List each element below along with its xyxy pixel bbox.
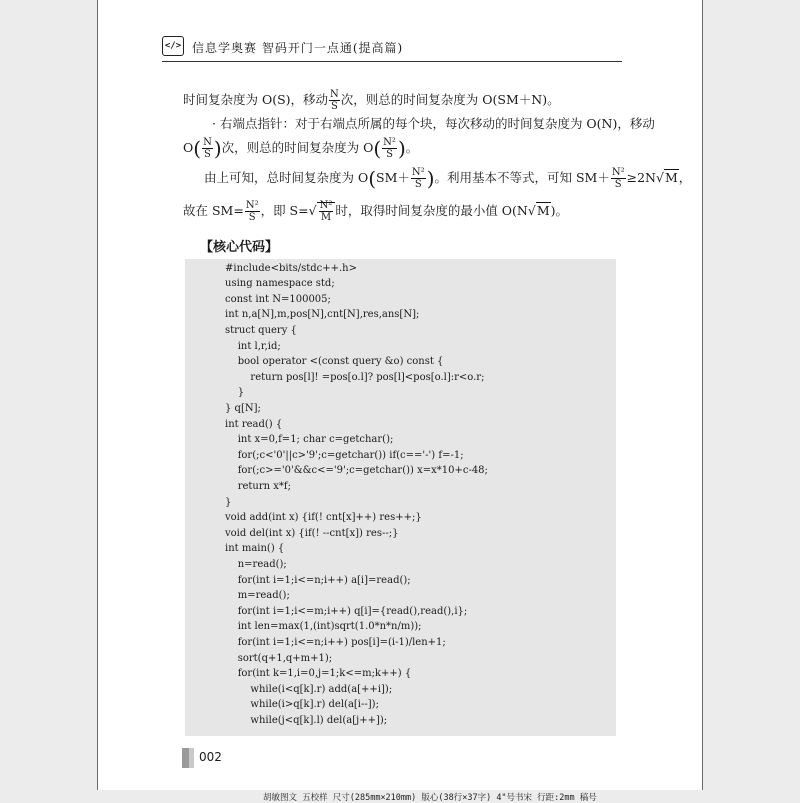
text: 次，则总的时间复杂度为 O(SM＋N)。 xyxy=(340,92,560,107)
paragraph-1 xyxy=(183,89,560,112)
code-line: int len=max(1,(int)sqrt(1.0*n*n/m)); xyxy=(225,621,422,632)
code-line: struct query { xyxy=(225,325,297,336)
code-line: return x*f; xyxy=(225,481,291,492)
code-line: while(i>q[k].r) del(a[i--]); xyxy=(225,699,379,710)
section-title: 【核心代码】 xyxy=(200,240,279,255)
code-line: for(int i=1;i<=m;i++) q[i]={read(),read(),i}; xyxy=(225,606,468,617)
code-line: for(int k=1,i=0,j=1;k<=m;k++) { xyxy=(225,668,412,679)
code-line: while(i<q[k].r) add(a[++i]); xyxy=(225,684,393,695)
code-line: int l,r,id; xyxy=(225,341,281,352)
header-rule xyxy=(162,61,622,62)
code-line: } xyxy=(225,387,245,398)
paragraph-3: 由上可知，总时间复杂度为 O(SM＋ $\frac{\text{N²}}{S}$ )。利用基本不等式，可知 SM＋ $\frac{\text{N²}}{S}$ ≥2N√M， xyxy=(204,166,692,191)
code-line: bool operator <(const query &o) const { xyxy=(225,356,444,367)
page-number: 002 xyxy=(199,750,222,764)
paragraph-2-line1: · 右端点指针：对于右端点所属的每个块，每次移动的时间复杂度为 O(N)，移动 xyxy=(212,116,655,131)
running-header xyxy=(162,36,622,60)
code-line: int read() { xyxy=(225,419,283,430)
code-line: for(;c<'0'||c>'9';c=getchar()) if(c=='-') f=-1; xyxy=(225,450,464,461)
code-line: while(j<q[k].l) del(a[j++]); xyxy=(225,715,388,726)
code-line: m=read(); xyxy=(225,590,290,601)
code-line: sort(q+1,q+m+1); xyxy=(225,653,333,664)
code-line: } xyxy=(225,497,232,508)
code-line: #include<bits/stdc++.h> xyxy=(225,263,357,274)
code-line: return pos[l]! =pos[o.l]? pos[l]<pos[o.l]:r<o.r; xyxy=(225,372,485,383)
code-line: const int N=100005; xyxy=(225,294,331,305)
code-line: void del(int x) {if(! --cnt[x]) res--;} xyxy=(225,528,399,539)
code-icon: </> xyxy=(162,36,184,56)
code-line: int x=0,f=1; char c=getchar(); xyxy=(225,434,394,445)
code-line: for(;c>='0'&&c<='9';c=getchar()) x=x*10+c-48; xyxy=(225,465,488,476)
code-block xyxy=(185,259,616,736)
header-title: 信息学奥赛 智码开门一点通(提高篇) xyxy=(192,41,404,55)
paragraph-4: 故在 SM= $\frac{\text{N²}}{S}$ ，即 S=√ $\frac{\text{N²}}{M}$ 时，取得时间复杂度的最小值 O(N√M)。 xyxy=(183,200,569,223)
text: 时间复杂度为 O(S)，移动 xyxy=(183,92,329,107)
code-line: int main() { xyxy=(225,543,285,554)
code-line: n=read(); xyxy=(225,559,287,570)
code-line: for(int i=1;i<=n;i++) a[i]=read(); xyxy=(225,575,411,586)
print-info: 胡敏图文 五校样 尺寸(285mm×210mm) 版心(38行×37字) 4"号书宋 行距:2mm 稿号 xyxy=(263,793,597,803)
code-line: } q[N]; xyxy=(225,403,261,414)
page-number-bar-light xyxy=(189,748,194,768)
code-line: for(int i=1;i<=n;i++) pos[i]=(i-1)/len+1; xyxy=(225,637,446,648)
code-line: int n,a[N],m,pos[N],cnt[N],res,ans[N]; xyxy=(225,309,420,320)
code-line: using namespace std; xyxy=(225,278,335,289)
code-line: void add(int x) {if(! cnt[x]++) res++;} xyxy=(225,512,422,523)
fraction: $\frac{N}{S}$ xyxy=(330,89,339,112)
paragraph-2-line2: O( $\frac{N}{S}$ )次，则总的时间复杂度为 O( $\frac{\text{N²}}{S}$ )。 xyxy=(183,136,419,161)
